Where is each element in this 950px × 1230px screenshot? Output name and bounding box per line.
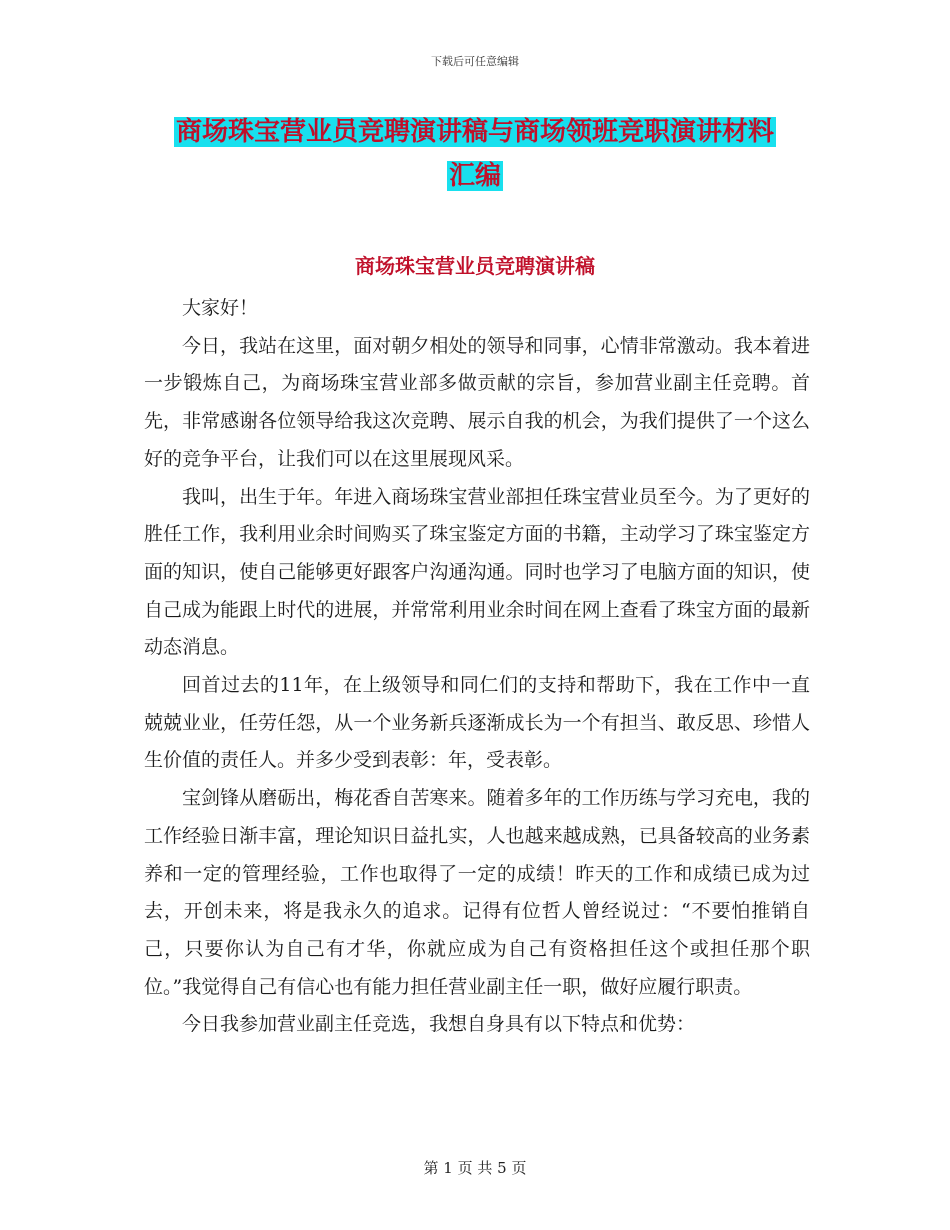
paragraph: 今日我参加营业副主任竞选，我想自身具有以下特点和优势： [182, 1013, 696, 1036]
paragraph-greeting: 大家好！ [182, 297, 259, 319]
paragraph: 今日，我站在这里，面对朝夕相处的领导和同事，心情非常激动。我本着进一步锻炼自己，为商场珠宝营业部多做贡献的宗旨，参加营业副主任竞聘。首先，非常感谢各位领导给我这次竞聘、展示自我的机会，为我们提供了一个这么好的竞争平台，让我们可以在这里展现风采。 [144, 334, 810, 470]
body-text [144, 290, 810, 1044]
title-line-1: 商场珠宝营业员竞聘演讲稿与商场领班竞职演讲材料 [175, 117, 774, 147]
header-note: 下载后可任意编辑 [431, 55, 519, 68]
title-line-2: 汇编 [448, 161, 501, 191]
paragraph: 我叫，出生于年。年进入商场珠宝营业部担任珠宝营业员至今。为了更好的胜任工作，我利用业余时间购买了珠宝鉴定方面的书籍，主动学习了珠宝鉴定方面的知识，使自己能够更好跟客户沟通沟通。同时也学习了电脑方面的知识，使自己成为能跟上时代的进展，并常常利用业余时间在网上查看了珠宝方面的最新动态消息。 [144, 485, 810, 659]
document-title [0, 110, 950, 198]
section-title: 商场珠宝营业员竞聘演讲稿 [355, 254, 595, 278]
paragraph: 宝剑锋从磨砺出，梅花香自苦寒来。随着多年的工作历练与学习充电，我的工作经验日渐丰富，理论知识日益扎实，人也越来越成熟，已具备较高的业务素养和一定的管理经验，工作也取得了一定的成绩！昨天的工作和成绩已成为过去，开创未来，将是我永久的追求。记得有位哲人曾经说过：“不要怕推销自己，只要你认为自己有才华，你就应成为自己有资格担任这个或担任那个职位。”我觉得自己有信心也有能力担任营业副主任一职，做好应履行职责。 [144, 787, 810, 998]
paragraph: 回首过去的11年，在上级领导和同仁们的支持和帮助下，我在工作中一直兢兢业业，任劳任怨，从一个业务新兵逐渐成长为一个有担当、敢反思、珍惜人生价值的责任人。并多少受到表彰：年，受表彰。 [144, 674, 810, 772]
page-number-footer: 第 1 页 共 5 页 [423, 1159, 527, 1177]
